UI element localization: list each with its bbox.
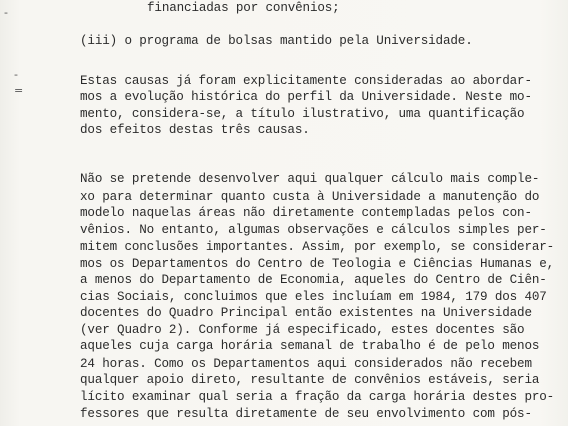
text-line: lícito examinar qual seria a fração da carga horária destes pro- <box>80 390 555 404</box>
text-line: (ver Quadro 2). Conforme já especificado, estes docentes são <box>80 323 525 337</box>
text-line: mitem conclusões importantes. Assim, por exemplo, se considerar- <box>80 240 555 254</box>
text-line: mos os Departamentos do Centro de Teologia e Ciências Humanas e, <box>80 257 555 271</box>
text-line: 24 horas. Como os Departamentos aqui considerados não recebem <box>80 357 532 371</box>
text-line: mos a evolução histórica do perfil da Universidade. Neste mo- <box>80 90 532 104</box>
text-line: cias Sociais, concluimos que eles incluíam em 1984, 179 dos 407 <box>80 290 547 304</box>
text-line: financiadas por convênios; <box>147 1 340 15</box>
text-line: mento, considera-se, a título ilustrativo, uma quantificação <box>80 107 525 121</box>
text-line: vênios. No entanto, algumas observações e cálculos simples per- <box>80 223 547 237</box>
margin-mark: = <box>14 84 24 97</box>
text-line: dos efeitos destas três causas. <box>80 123 310 137</box>
text-line: a menos do Departamento de Economia, aqueles do Centro de Ciên- <box>80 273 547 287</box>
margin-mark: - <box>14 68 18 81</box>
text-line: (iii) o programa de bolsas mantido pela Universidade. <box>80 34 473 48</box>
text-line: aqueles cuja carga horária semanal de trabalho é de pelo menos <box>80 339 540 353</box>
text-line: fessores que resulta diretamente de seu envolvimento com pós- <box>80 407 532 421</box>
text-line: Estas causas já foram explicitamente consideradas ao abordar- <box>80 74 532 88</box>
text-line: Não se pretende desenvolver aqui qualquer cálculo mais comple- <box>80 172 540 186</box>
text-line: qualquer apoio direto, resultante de convênios estáveis, seria <box>80 373 540 387</box>
text-line: xo para determinar quanto custa à Universidade a manutenção do <box>80 190 540 204</box>
text-line: modelo naquelas áreas não diretamente contempladas pelos con- <box>80 206 532 220</box>
margin-mark: - <box>4 6 8 19</box>
text-line: docentes do Quadro Principal então existentes na Universidade <box>80 306 532 320</box>
